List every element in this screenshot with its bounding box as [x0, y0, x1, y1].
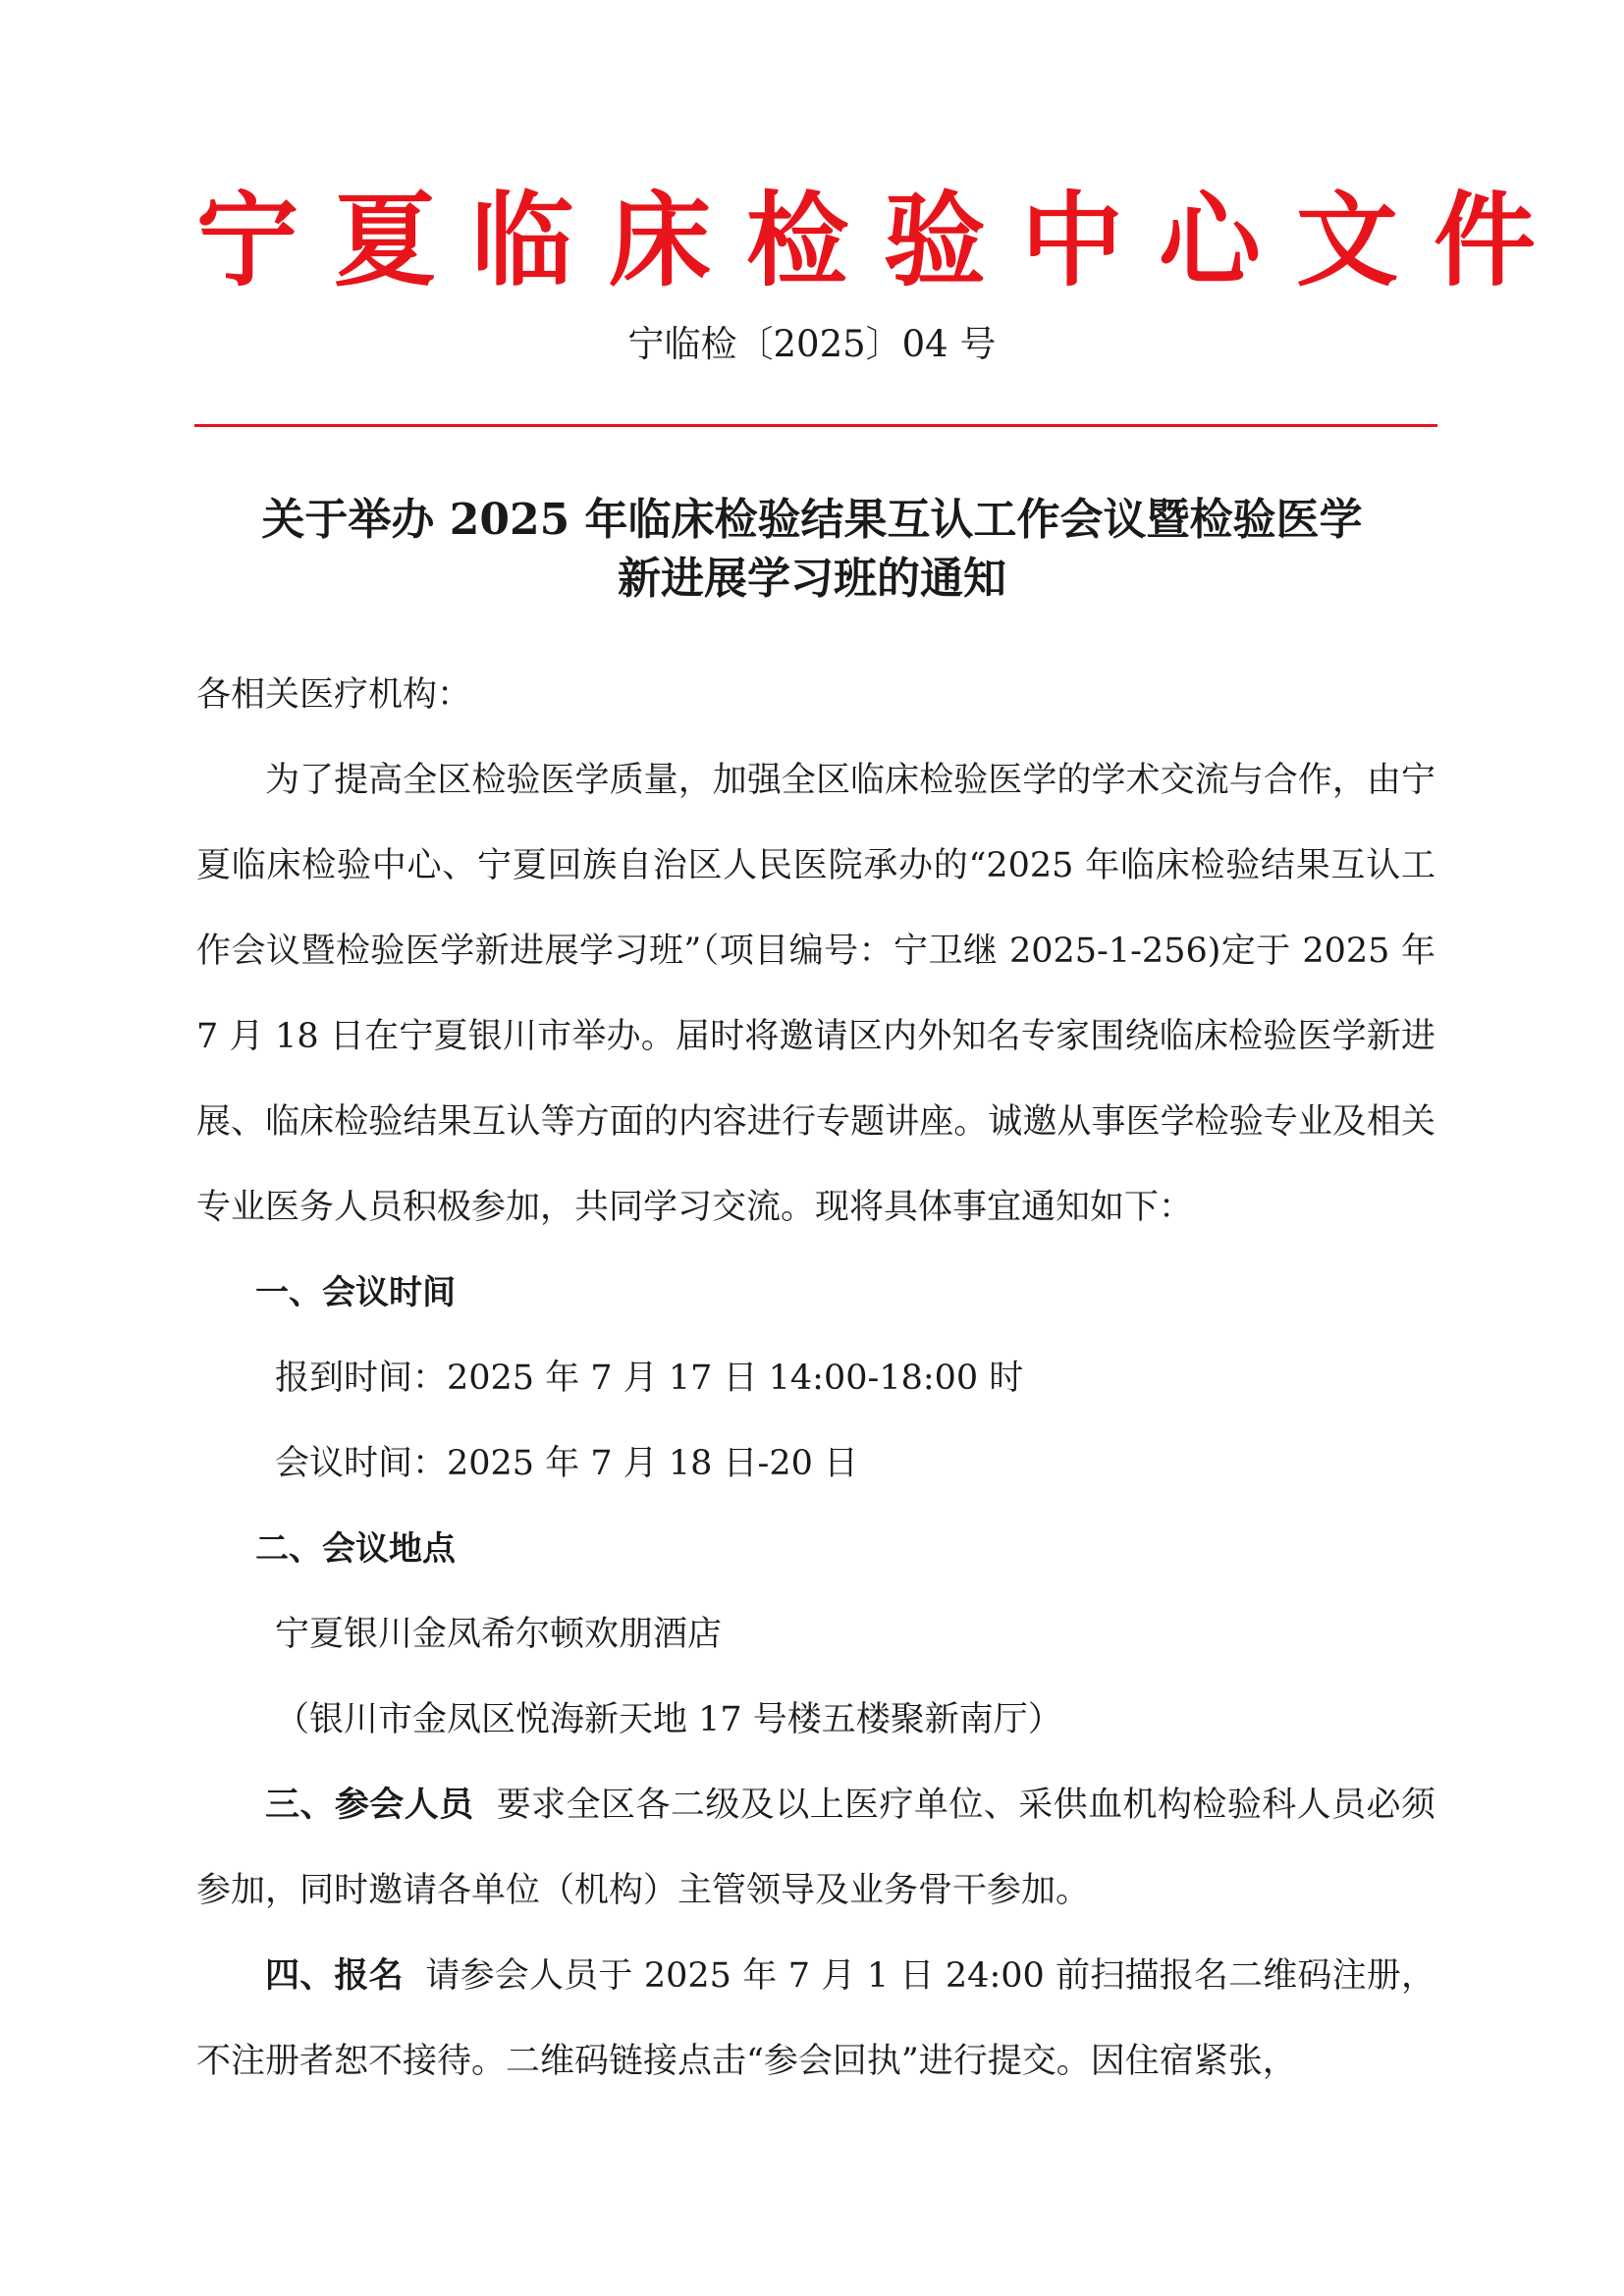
venue-name: 宁夏银川金凤希尔顿欢朋酒店 [275, 1615, 723, 1654]
notice-body [196, 653, 1435, 2105]
section-2-heading: 二、会议地点 [255, 1529, 456, 1569]
red-divider [194, 424, 1437, 427]
section-3-paragraph [196, 1763, 1435, 1934]
document-number: 宁临检〔2025〕04 号 [627, 323, 997, 365]
section-4-text: 请参会人员于 2025 年 7 月 1 日 24:00 前扫描报名二维码注册，不注册者恕不接待。二维码链接点击“参会回执”进行提交。因住宿紧张， [196, 1956, 1435, 2081]
intro-paragraph: 为了提高全区检验医学质量，加强全区临床检验医学的学术交流与合作，由宁夏临床检验中心、宁夏回族自治区人民医院承办的“2025 年临床检验结果互认工作会议暨检验医学新进展学习班”（项目编号：宁卫继 2025-1-256)定于 2025 年 7 月 18 日在宁夏银川市举办。届时将邀请区内外知名专家围绕临床检验医学新进展、临床检验结果互认等方面的内容进行专题讲座。诚邀从事医学检验专业及相关专业医务人员积极参加，共同学习交流。现将具体事宜通知如下： [196, 761, 1435, 1227]
notice-title-line-2: 新进展学习班的通知 [618, 554, 1006, 604]
meeting-time: 会议时间：2025 年 7 月 18 日-20 日 [275, 1444, 858, 1483]
section-4-paragraph [196, 1934, 1435, 2105]
org-title: 宁夏临床检验中心文件 [196, 181, 1572, 300]
venue-address: （银川市金凤区悦海新天地 17 号楼五楼聚新南厅） [275, 1700, 1062, 1739]
section-1-heading: 一、会议时间 [255, 1273, 456, 1312]
notice-title-line-1: 关于举办 2025 年临床检验结果互认工作会议暨检验医学 [261, 495, 1363, 545]
salutation: 各相关医疗机构： [196, 675, 472, 715]
notice-title [167, 491, 1457, 609]
section-4-heading: 四、报名 [265, 1956, 404, 1996]
section-3-text: 要求全区各二级及以上医疗单位、采供血机构检验科人员必须参加，同时邀请各单位（机构）主管领导及业务骨干参加。 [196, 1786, 1435, 1910]
checkin-time: 报到时间：2025 年 7 月 17 日 14:00-18:00 时 [275, 1359, 1024, 1398]
section-3-heading: 三、参会人员 [265, 1786, 474, 1825]
